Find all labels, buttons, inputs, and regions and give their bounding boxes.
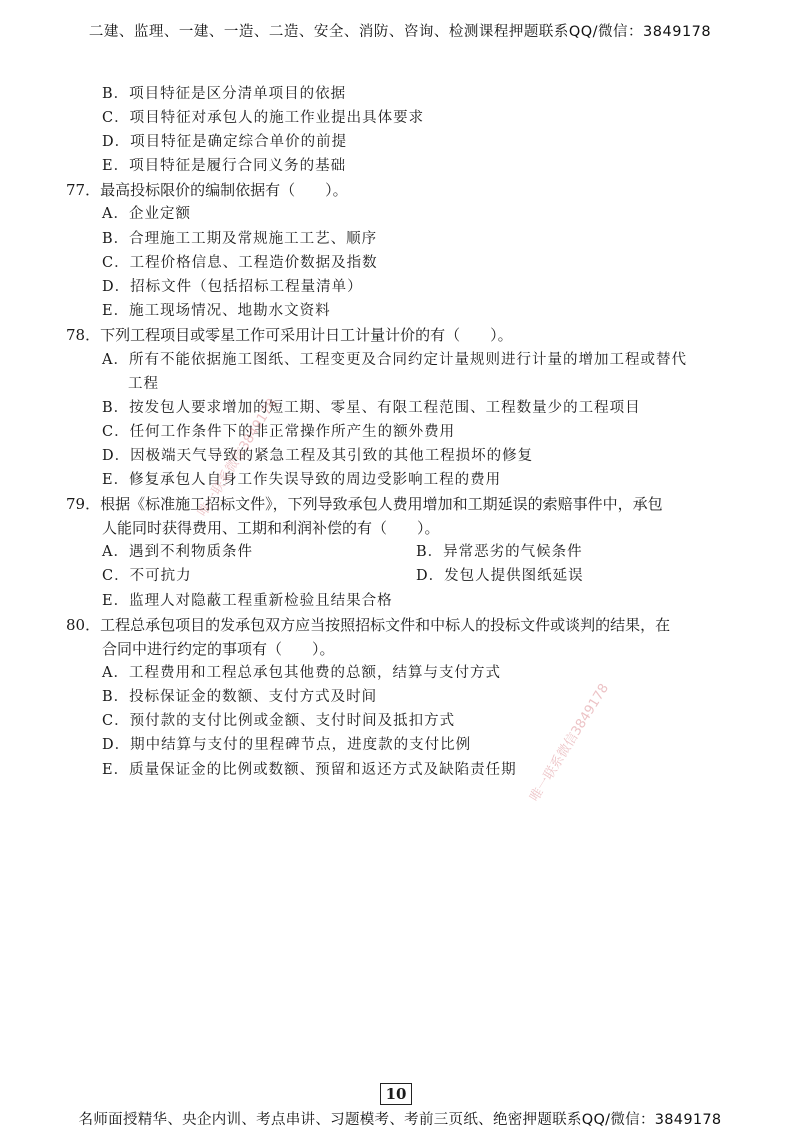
- q79-option-b: B．异常恶劣的气候条件: [416, 544, 583, 560]
- page-number: 10: [380, 1083, 412, 1105]
- q78-option-e: E．修复承包人自身工作失误导致的周边受影响工程的费用: [102, 472, 502, 488]
- q79-stem: 79．根据《标准施工招标文件》，下列导致承包人费用增加和工期延误的索赔事件中，承包: [66, 495, 663, 513]
- q77-stem: 77．最高投标限价的编制依据有（ ）。: [66, 181, 348, 199]
- page-header: 二建、监理、一建、一造、二造、安全、消防、咨询、检测课程押题联系QQ/微信：3849178: [88, 24, 712, 40]
- q78-option-a: A．所有不能依据施工图纸、工程变更及合同约定计量规则进行计量的增加工程或替代: [102, 352, 687, 368]
- q77-option-c: C．工程价格信息、工程造价数据及指数: [102, 255, 378, 271]
- page-footer: 名师面授精华、央企内训、考点串讲、习题模考、考前三页纸、绝密押题联系QQ/微信：3849178: [78, 1112, 722, 1128]
- q77-option-a: A．企业定额: [102, 206, 191, 222]
- q76-option-e: E．项目特征是履行合同义务的基础: [102, 158, 347, 174]
- q80-option-b: B．投标保证金的数额、支付方式及时间: [102, 689, 378, 705]
- q78-option-b: B．按发包人要求增加的短工期、零星、有限工程范围、工程数量少的工程项目: [102, 400, 641, 416]
- q80-option-e: E．质量保证金的比例或数额、预留和返还方式及缺陷责任期: [102, 762, 517, 778]
- q79-option-d: D．发包人提供图纸延误: [416, 568, 584, 584]
- q78-stem: 78．下列工程项目或零星工作可采用计日工计量计价的有（ ）。: [66, 326, 513, 344]
- watermark-1: 唯一联系微信3849178: [195, 396, 281, 520]
- q77-option-e: E．施工现场情况、地勘水文资料: [102, 303, 331, 319]
- q79-option-e: E．监理人对隐蔽工程重新检验且结果合格: [102, 593, 393, 609]
- q78-option-a-continued: 工程: [128, 376, 159, 392]
- q80-stem: 80．工程总承包项目的发承包双方应当按照招标文件和中标人的投标文件或谈判的结果，在: [66, 616, 671, 634]
- q80-stem-continued: 合同中进行约定的事项有（ ）。: [102, 640, 335, 658]
- q80-option-c: C．预付款的支付比例或金额、支付时间及抵扣方式: [102, 713, 456, 729]
- q77-option-d: D．招标文件（包括招标工程量清单）: [102, 279, 363, 295]
- watermark-2: 唯一联系微信3849178: [527, 681, 613, 805]
- q77-option-b: B．合理施工工期及常规施工工艺、顺序: [102, 231, 378, 247]
- q76-option-c: C．项目特征对承包人的施工作业提出具体要求: [102, 110, 425, 126]
- q80-option-a: A．工程费用和工程总承包其他费的总额，结算与支付方式: [102, 665, 501, 681]
- q79-option-a: A．遇到不利物质条件: [102, 544, 253, 560]
- q76-option-b: B．项目特征是区分清单项目的依据: [102, 86, 347, 102]
- q79-stem-continued: 人能同时获得费用、工期和利润补偿的有（ ）。: [102, 519, 440, 537]
- q79-option-c: C．不可抗力: [102, 568, 192, 584]
- q76-option-d: D．项目特征是确定综合单价的前提: [102, 134, 348, 150]
- q80-option-d: D．期中结算与支付的里程碑节点，进度款的支付比例: [102, 737, 472, 753]
- q78-option-c: C．任何工作条件下的非正常操作所产生的额外费用: [102, 424, 456, 440]
- q78-option-d: D．因极端天气导致的紧急工程及其引致的其他工程损坏的修复: [102, 448, 534, 464]
